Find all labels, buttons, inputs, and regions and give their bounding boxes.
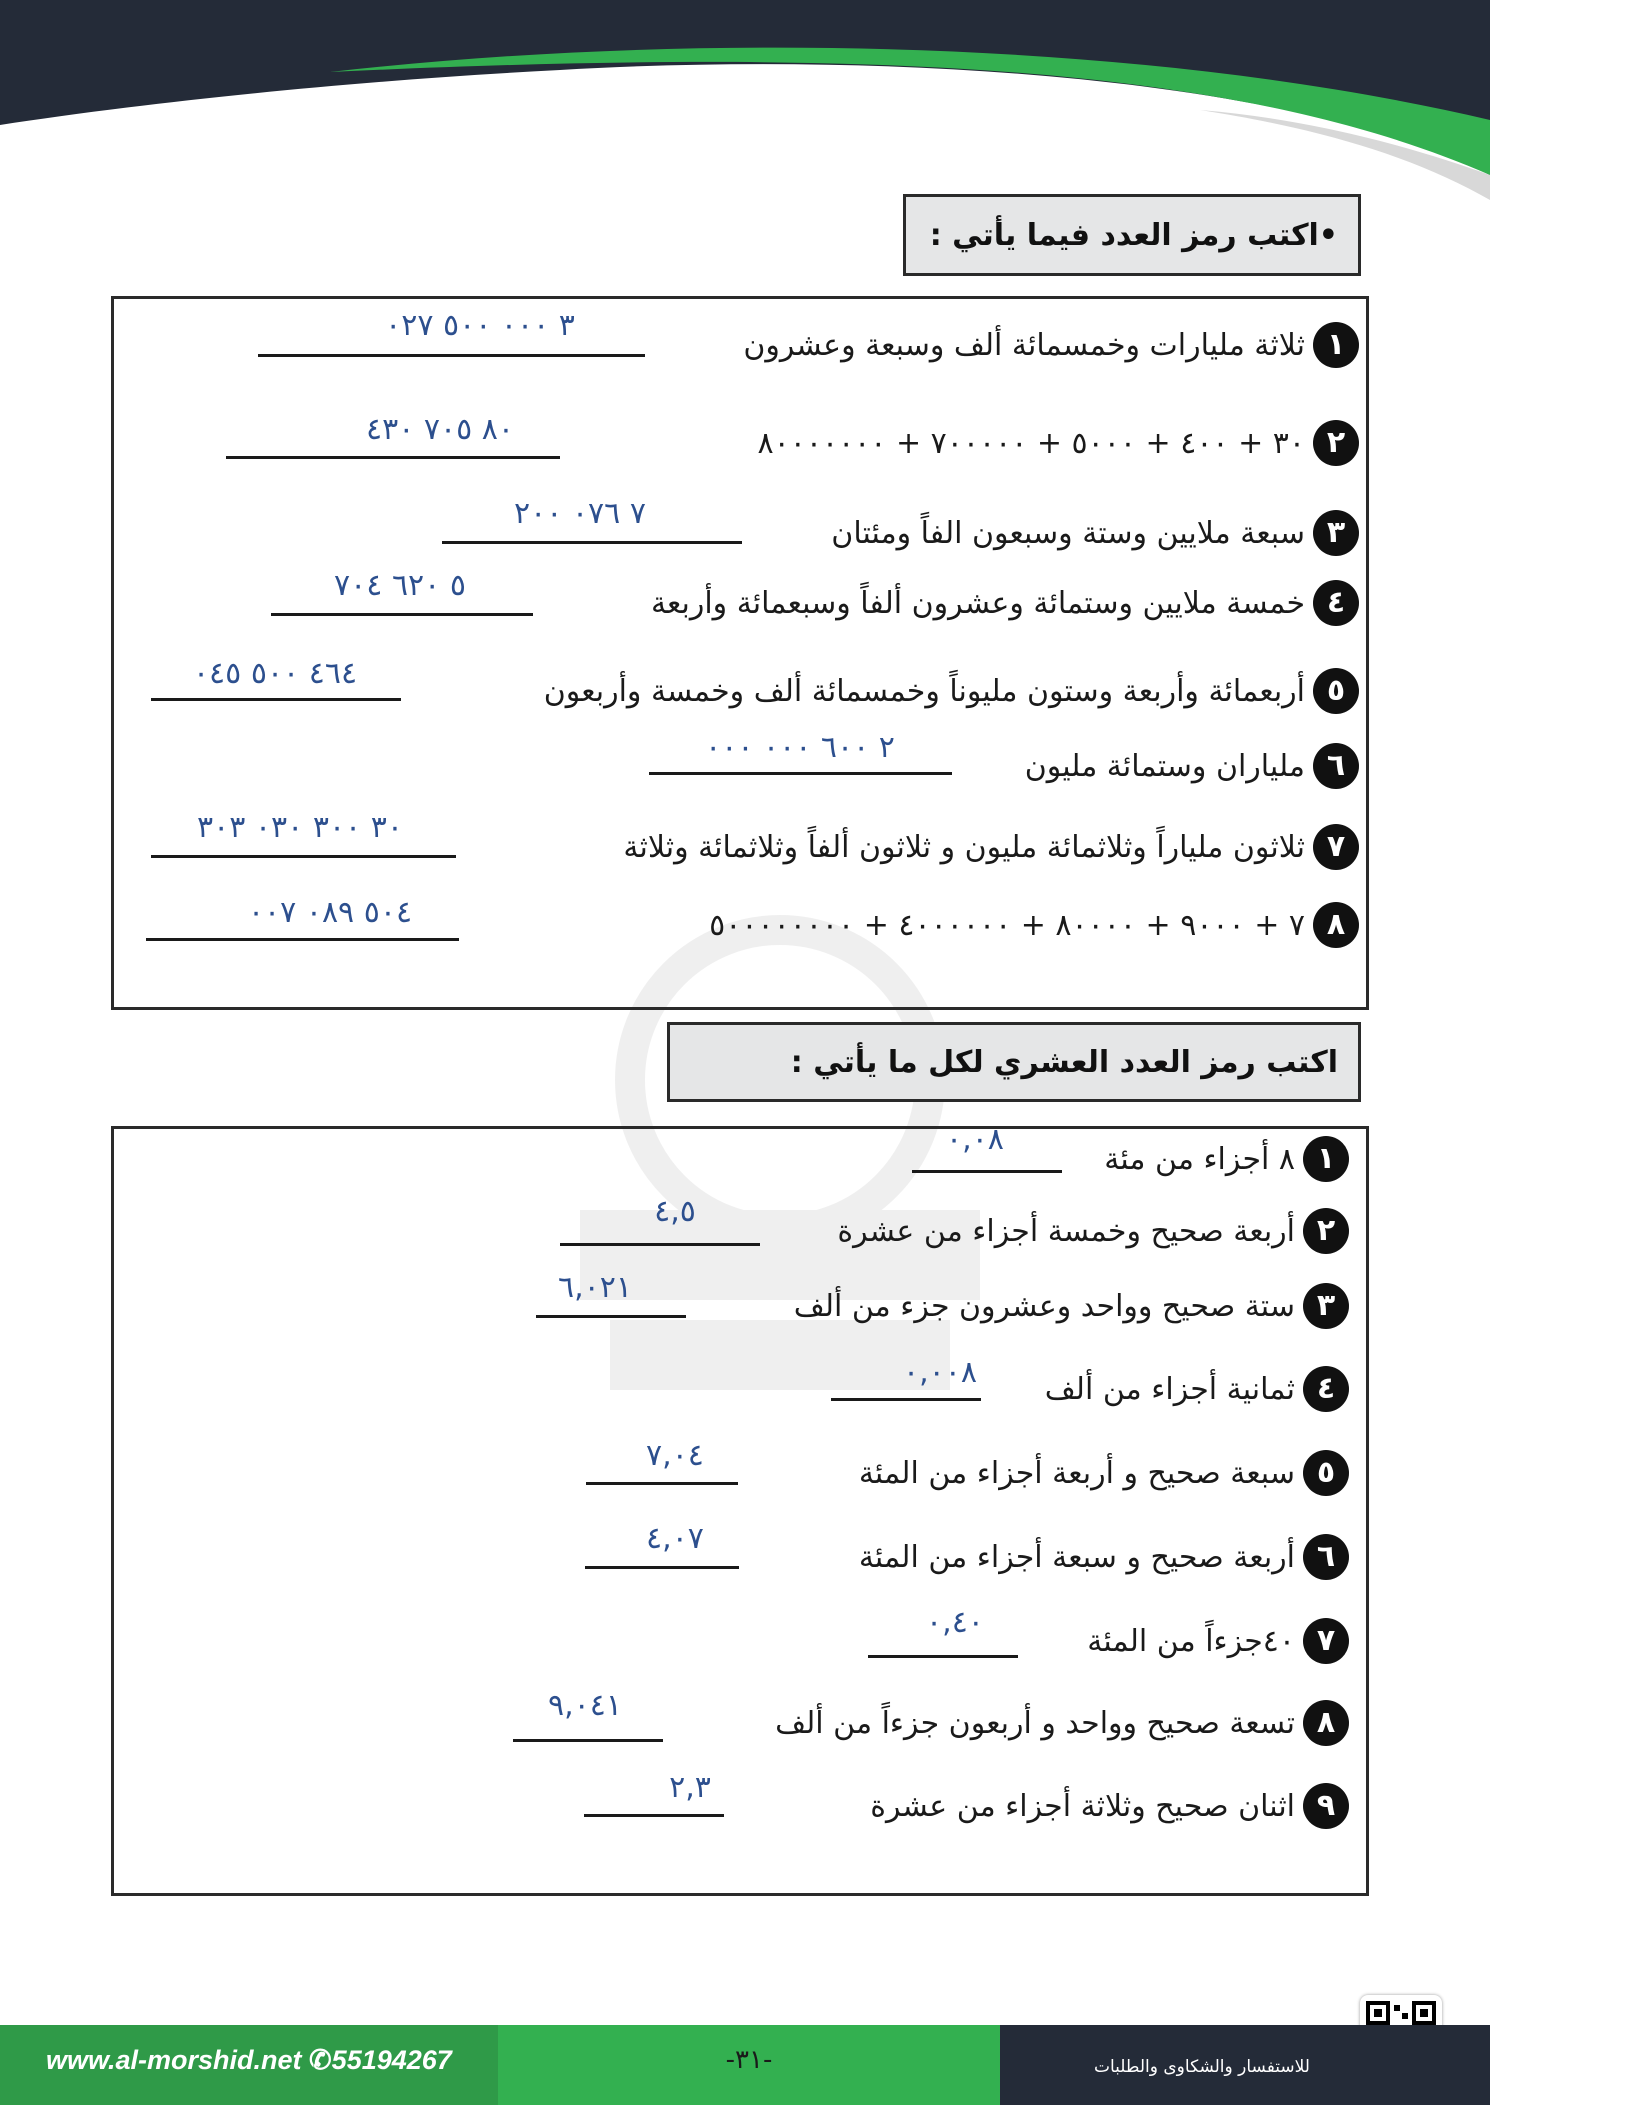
header-banner — [0, 0, 1490, 200]
footer-contact-line — [46, 2045, 452, 2076]
answer-line — [258, 354, 645, 357]
s2-question-9 — [870, 1783, 1349, 1829]
page-number: -٣١- — [725, 2045, 773, 2075]
s2-question-4 — [1045, 1366, 1349, 1412]
question-number-badge: ٢ — [1303, 1208, 1349, 1254]
answer-line — [586, 1482, 738, 1485]
phone-number: 55194267 — [331, 2045, 452, 2075]
answer-line — [585, 1566, 739, 1569]
footer-right — [1000, 2025, 1490, 2105]
s1-question-2 — [758, 420, 1360, 466]
footer-bar — [0, 2025, 1490, 2105]
answer-text: ٥٠٤ ٠٨٩ ٠٠٧ — [247, 895, 413, 930]
answer-text: ٠,٠٠٨ — [903, 1355, 977, 1390]
answer-line — [560, 1243, 760, 1246]
question-number-badge: ٤ — [1303, 1366, 1349, 1412]
answer-line — [912, 1170, 1062, 1173]
footer-contact-label: للاستفسار والشكاوى والطلبات — [1093, 2057, 1310, 2077]
answer-line — [226, 456, 560, 459]
question-text: ٣٠ + ٤٠٠ + ٥٠٠٠ + ٧٠٠٠٠٠ + ٨٠٠٠٠٠٠٠ — [757, 425, 1305, 461]
answer-line — [151, 855, 456, 858]
answer-text: ٢ ٦٠٠ ٠٠٠ ٠٠٠ — [705, 730, 895, 765]
s1-question-4 — [651, 580, 1359, 626]
s2-question-7 — [1087, 1618, 1349, 1664]
question-text: ٨ أجزاء من مئة — [1104, 1141, 1295, 1177]
question-text: أربعة صحيح وخمسة أجزاء من عشرة — [837, 1213, 1295, 1249]
question-text: سبعة ملايين وستة وسبعون الفاً ومئتان — [831, 515, 1305, 551]
question-number-badge: ٤ — [1313, 580, 1359, 626]
answer-text: ٧ ٠٧٦ ٢٠٠ — [514, 496, 646, 531]
footer-left — [0, 2025, 498, 2105]
question-text: ثمانية أجزاء من ألف — [1044, 1371, 1295, 1407]
question-number-badge: ٩ — [1303, 1783, 1349, 1829]
s2-question-1 — [1104, 1136, 1349, 1182]
section2-heading-text: اكتب رمز العدد العشري لكل ما يأتي : — [790, 1044, 1338, 1080]
footer-middle — [498, 2025, 1000, 2105]
answer-line — [536, 1315, 686, 1318]
question-text: ثلاثون ملياراً وثلاثمائة مليون و ثلاثون ألفاً وثلاثمائة وثلاثة — [623, 829, 1305, 865]
s1-question-1 — [743, 322, 1359, 368]
question-number-badge: ١ — [1313, 322, 1359, 368]
question-text: أربعة صحيح و سبعة أجزاء من المئة — [858, 1539, 1295, 1575]
s1-question-3 — [831, 510, 1359, 556]
answer-text: ٠,٤٠ — [926, 1605, 984, 1640]
question-number-badge: ٦ — [1313, 743, 1359, 789]
answer-text: ٧,٠٤ — [646, 1438, 704, 1473]
question-number-badge: ٢ — [1313, 420, 1359, 466]
phone-icon: ✆ — [309, 2045, 332, 2075]
answer-text: ٣ ٠٠٠ ٥٠٠ ٠٢٧ — [385, 308, 575, 343]
question-text: ستة صحيح وواحد وعشرون جزء من ألف — [793, 1288, 1295, 1324]
question-number-badge: ٨ — [1303, 1700, 1349, 1746]
answer-text: ٩,٠٤١ — [548, 1688, 622, 1723]
question-text: خمسة ملايين وستمائة وعشرون ألفاً وسبعمائة وأربعة — [650, 585, 1305, 621]
s1-question-5 — [544, 668, 1359, 714]
answer-line — [513, 1739, 663, 1742]
question-number-badge: ٧ — [1313, 824, 1359, 870]
answer-line — [146, 938, 459, 941]
question-number-badge: ١ — [1303, 1136, 1349, 1182]
question-text: اثنان صحيح وثلاثة أجزاء من عشرة — [870, 1788, 1295, 1824]
section1-heading — [903, 194, 1361, 276]
answer-line — [831, 1398, 981, 1401]
question-number-badge: ٦ — [1303, 1534, 1349, 1580]
question-number-badge: ٣ — [1303, 1283, 1349, 1329]
question-text: ٧ + ٩٠٠٠ + ٨٠٠٠٠ + ٤٠٠٠٠٠٠ + ٥٠٠٠٠٠٠٠٠ — [709, 907, 1305, 943]
question-text: ملياران وستمائة مليون — [1024, 748, 1305, 784]
answer-text: ٢,٣ — [669, 1770, 711, 1805]
right-margin — [1490, 0, 1652, 2105]
question-number-badge: ٧ — [1303, 1618, 1349, 1664]
question-number-badge: ٣ — [1313, 510, 1359, 556]
website-link[interactable]: www.al-morshid.net — [46, 2045, 302, 2075]
answer-text: ٨٠ ٧٠٥ ٤٣٠ — [365, 412, 514, 447]
answer-text: ٣٠ ٣٠٠ ٠٣٠ ٣٠٣ — [197, 810, 403, 845]
answer-line — [868, 1655, 1018, 1658]
question-number-badge: ٥ — [1303, 1450, 1349, 1496]
s2-question-5 — [859, 1450, 1349, 1496]
s2-question-6 — [859, 1534, 1349, 1580]
question-text: سبعة صحيح و أربعة أجزاء من المئة — [858, 1455, 1295, 1491]
answer-line — [151, 698, 401, 701]
s2-question-8 — [775, 1700, 1349, 1746]
question-text: تسعة صحيح وواحد و أربعون جزءاً من ألف — [775, 1705, 1295, 1741]
s2-question-2 — [837, 1208, 1349, 1254]
answer-text: ٤,٠٧ — [646, 1521, 704, 1556]
s1-question-7 — [623, 824, 1359, 870]
answer-line — [649, 772, 952, 775]
question-text: ثلاثة مليارات وخمسمائة ألف وسبعة وعشرون — [743, 327, 1305, 363]
answer-text: ٠,٠٨ — [946, 1122, 1004, 1157]
answer-text: ٤,٥ — [654, 1194, 696, 1229]
s1-question-8 — [709, 902, 1359, 948]
s1-question-6 — [1025, 743, 1359, 789]
s2-question-3 — [794, 1283, 1349, 1329]
answer-text: ٤٦٤ ٥٠٠ ٠٤٥ — [192, 656, 358, 691]
section2-heading — [667, 1022, 1361, 1102]
section1-heading-text: •اكتب رمز العدد فيما يأتي : — [929, 217, 1338, 253]
answer-text: ٦,٠٢١ — [558, 1270, 632, 1305]
question-number-badge: ٥ — [1313, 668, 1359, 714]
answer-line — [584, 1814, 724, 1817]
question-text: أربعمائة وأربعة وستون مليوناً وخمسمائة ألف وخمسة وأربعون — [543, 673, 1305, 709]
question-number-badge: ٨ — [1313, 902, 1359, 948]
answer-line — [271, 613, 533, 616]
answer-text: ٥ ٦٢٠ ٧٠٤ — [334, 568, 466, 603]
question-text: ٤٠جزءاً من المئة — [1087, 1623, 1295, 1659]
answer-line — [442, 541, 742, 544]
